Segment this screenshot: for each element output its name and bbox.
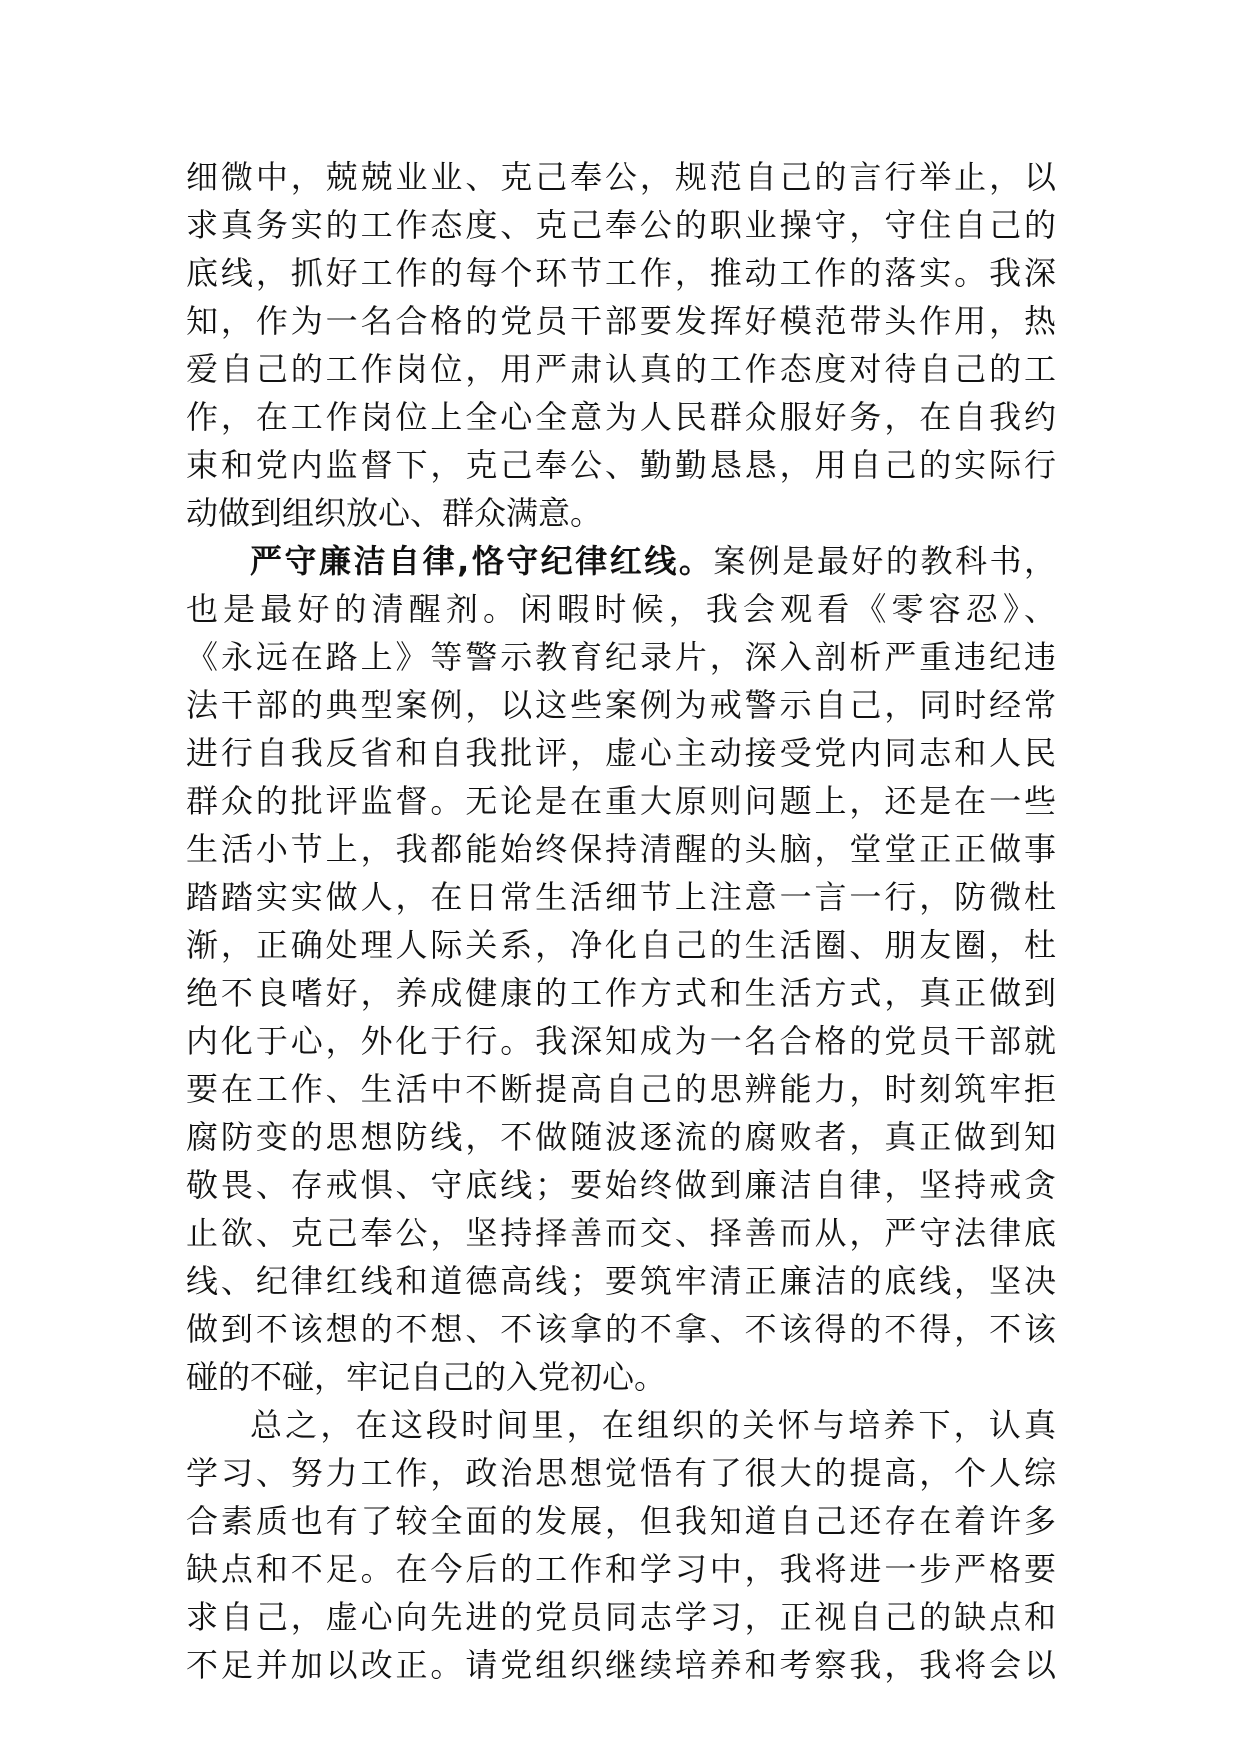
text-line: 碰的不碰，牢记自己的入党初心。	[186, 1358, 667, 1396]
text-line: 群众的批评监督。无论是在重大原则问题上，还是在一些	[186, 782, 1056, 820]
text-line: 不足并加以改正。请党组织继续培养和考察我，我将会以	[186, 1646, 1056, 1684]
text-line: 合素质也有了较全面的发展，但我知道自己还存在着许多	[186, 1502, 1056, 1540]
text-line: 止欲、克己奉公，坚持择善而交、择善而从，严守法律底	[186, 1214, 1056, 1252]
text-line: 敬畏、存戒惧、守底线；要始终做到廉洁自律，坚持戒贪	[186, 1166, 1056, 1204]
document-body	[186, 153, 1056, 1689]
text-line: 总之，在这段时间里，在组织的关怀与培养下，认真	[250, 1406, 1056, 1444]
text-line: 束和党内监督下，克己奉公、勤勤恳恳，用自己的实际行	[186, 446, 1056, 484]
text-line: 求真务实的工作态度、克己奉公的职业操守，守住自己的	[186, 206, 1056, 244]
text-line: 底线，抓好工作的每个环节工作，推动工作的落实。我深	[186, 254, 1056, 292]
text-line: 内化于心，外化于行。我深知成为一名合格的党员干部就	[186, 1022, 1056, 1060]
text-line: 动做到组织放心、群众满意。	[186, 494, 603, 532]
text-line: 也是最好的清醒剂。闲暇时候，我会观看《零容忍》、	[186, 590, 1056, 628]
section-heading: 严守廉洁自律,恪守纪律红线。	[250, 542, 714, 580]
text-line: 缺点和不足。在今后的工作和学习中，我将进一步严格要	[186, 1550, 1056, 1588]
text-line: 线、纪律红线和道德高线；要筑牢清正廉洁的底线，坚决	[186, 1262, 1056, 1300]
paragraph-conclusion	[186, 1401, 1056, 1689]
text-line: 绝不良嗜好，养成健康的工作方式和生活方式，真正做到	[186, 974, 1056, 1012]
text-line: 法干部的典型案例，以这些案例为戒警示自己，同时经常	[186, 686, 1056, 724]
text-line: 作，在工作岗位上全心全意为人民群众服好务，在自我约	[186, 398, 1056, 436]
text-line: 要在工作、生活中不断提高自己的思辨能力，时刻筑牢拒	[186, 1070, 1056, 1108]
text-line: 做到不该想的不想、不该拿的不拿、不该得的不得，不该	[186, 1310, 1056, 1348]
text-line: 进行自我反省和自我批评，虚心主动接受党内同志和人民	[186, 734, 1056, 772]
text-line: 《永远在路上》等警示教育纪录片，深入剖析严重违纪违	[186, 638, 1056, 676]
heading-line-text: 案例是最好的教科书，	[713, 542, 1056, 580]
text-line: 爱自己的工作岗位，用严肃认真的工作态度对待自己的工	[186, 350, 1056, 388]
text-line: 渐，正确处理人际关系，净化自己的生活圈、朋友圈，杜	[186, 926, 1056, 964]
text-line	[186, 537, 1056, 585]
text-line: 细微中，兢兢业业、克己奉公，规范自己的言行举止，以	[186, 158, 1056, 196]
text-line: 求自己，虚心向先进的党员同志学习，正视自己的缺点和	[186, 1598, 1056, 1636]
paragraph-integrity	[186, 537, 1056, 1401]
text-line: 腐防变的思想防线，不做随波逐流的腐败者，真正做到知	[186, 1118, 1056, 1156]
paragraph-work-attitude	[186, 153, 1056, 537]
text-line: 生活小节上，我都能始终保持清醒的头脑，堂堂正正做事	[186, 830, 1056, 868]
text-line: 踏踏实实做人，在日常生活细节上注意一言一行，防微杜	[186, 878, 1056, 916]
text-line: 知，作为一名合格的党员干部要发挥好模范带头作用，热	[186, 302, 1056, 340]
text-line: 学习、努力工作，政治思想觉悟有了很大的提高，个人综	[186, 1454, 1056, 1492]
